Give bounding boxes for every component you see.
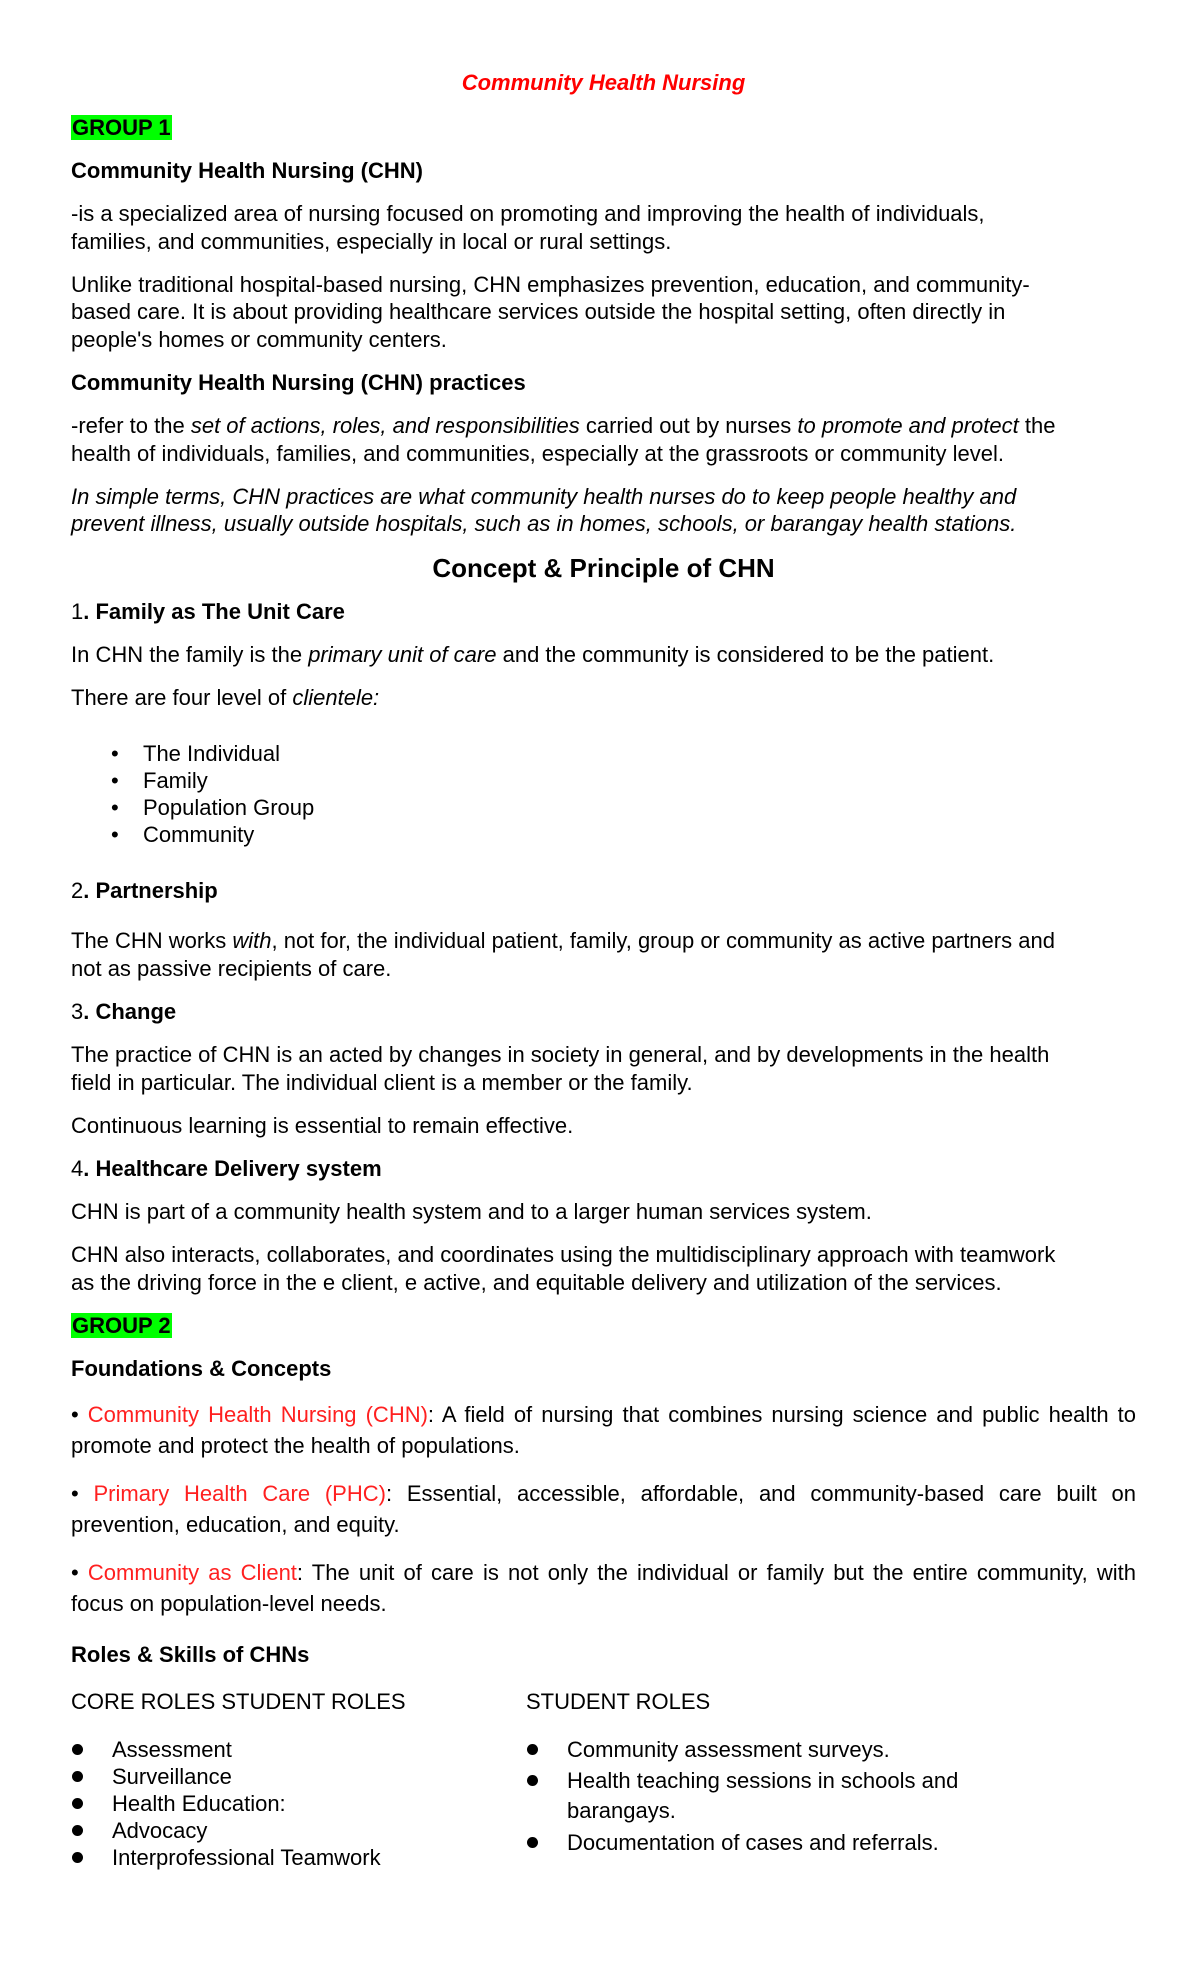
- list-item-text: Family: [143, 768, 208, 793]
- foundation-term: Community Health Nursing (CHN): [87, 1402, 428, 1427]
- bullet-icon: [72, 1744, 83, 1755]
- principle-title: . Healthcare Delivery system: [83, 1156, 382, 1181]
- foundation-term: Community as Client: [87, 1560, 297, 1585]
- unlike-line-3: people's homes or community centers.: [71, 327, 447, 352]
- simple-terms-line-2: prevent illness, usually outside hospitals, such as in homes, schools, or barangay health stations.: [71, 511, 1017, 536]
- text: In CHN the family is the: [71, 642, 309, 667]
- student-role-continuation: [567, 1797, 676, 1824]
- foundation-term: Primary Health Care (PHC): [93, 1481, 386, 1506]
- group1-label-line: [71, 114, 172, 141]
- principle-3-line-1: The practice of CHN is an acted by changes in society in general, and by developments in the health: [71, 1042, 1050, 1067]
- group2-label-line: [71, 1312, 172, 1339]
- document-title: Community Health Nursing: [461, 70, 746, 95]
- principle-4-line-2: CHN also interacts, collaborates, and coordinates using the multidisciplinary approach with teamwork: [71, 1242, 1056, 1267]
- student-role-text: Health teaching sessions in schools and: [567, 1768, 959, 1793]
- text: The CHN works: [71, 928, 233, 953]
- principle-4-line-1: CHN is part of a community health system and to a larger human services system.: [71, 1199, 872, 1224]
- student-role-item: [567, 1767, 958, 1794]
- student-role-item: [567, 1829, 939, 1856]
- emphasis: clientele:: [292, 685, 380, 710]
- foundation-item: [71, 1478, 1136, 1540]
- bullet-icon: •: [111, 768, 119, 793]
- principle-2-line-1: [71, 927, 1055, 954]
- practices-text: -refer to the: [71, 413, 191, 438]
- core-role-item: [112, 1763, 232, 1790]
- foundation-text: : Essential, accessible, affordable, and community-based care built on prevention, education, and equity.: [71, 1481, 1136, 1537]
- bullet-icon: [527, 1837, 538, 1848]
- core-role-text: Interprofessional Teamwork: [112, 1845, 381, 1870]
- student-role-text: Documentation of cases and referrals.: [567, 1830, 939, 1855]
- foundation-item: [71, 1557, 1136, 1619]
- text: and the community is considered to be the patient.: [496, 642, 995, 667]
- student-roles-heading: STUDENT ROLES: [526, 1689, 711, 1714]
- bullet-icon: [527, 1775, 538, 1786]
- list-item: [111, 794, 315, 821]
- principle-4-line-3: as the driving force in the e client, e active, and equitable delivery and utilization of the services.: [71, 1270, 1002, 1295]
- practices-emphasis-2: to promote and protect: [797, 413, 1019, 438]
- core-role-text: Health Education:: [112, 1791, 286, 1816]
- bullet-icon: •: [71, 1481, 79, 1506]
- bullet-icon: •: [71, 1560, 79, 1585]
- bullet-icon: •: [111, 795, 119, 820]
- core-role-item: [112, 1817, 207, 1844]
- list-item-text: Community: [143, 822, 255, 847]
- principle-3-line-3: Continuous learning is essential to remain effective.: [71, 1113, 574, 1138]
- emphasis: with: [232, 928, 272, 953]
- roles-heading: Roles & Skills of CHNs: [71, 1642, 310, 1667]
- list-item-text: The Individual: [143, 741, 280, 766]
- list-item: [111, 821, 255, 848]
- chn-definition-line-1: -is a specialized area of nursing focused on promoting and improving the health of individuals,: [71, 201, 985, 226]
- core-role-item: [112, 1736, 232, 1763]
- bullet-icon: •: [71, 1402, 79, 1427]
- bullet-icon: [72, 1798, 83, 1809]
- list-item-text: Population Group: [143, 795, 315, 820]
- principle-number: 3: [71, 999, 84, 1024]
- practices-text: the: [1018, 413, 1056, 438]
- practices-text: carried out by nurses: [579, 413, 798, 438]
- student-role-text: Community assessment surveys.: [567, 1737, 890, 1762]
- bullet-icon: [527, 1744, 538, 1755]
- principle-number: 2: [71, 878, 84, 903]
- principle-title: . Family as The Unit Care: [83, 599, 345, 624]
- principle-3-heading: [71, 998, 176, 1025]
- foundation-item: [71, 1399, 1136, 1461]
- principle-3-line-2: field in particular. The individual client is a member or the family.: [71, 1070, 693, 1095]
- chn-definition-line-2: families, and communities, especially in local or rural settings.: [71, 229, 672, 254]
- foundations-heading: Foundations & Concepts: [71, 1356, 332, 1381]
- student-role-text: barangays.: [567, 1798, 676, 1823]
- core-roles-heading: CORE ROLES STUDENT ROLES: [71, 1689, 406, 1714]
- core-role-text: Assessment: [112, 1737, 232, 1762]
- bullet-icon: [72, 1852, 83, 1863]
- core-role-text: Advocacy: [112, 1818, 208, 1843]
- unlike-line-1: Unlike traditional hospital-based nursing, CHN emphasizes prevention, education, and community-: [71, 272, 1030, 297]
- bullet-icon: •: [111, 822, 119, 847]
- foundation-text: : The unit of care is not only the individual or family but the entire community, with focus on population-level needs.: [71, 1560, 1136, 1616]
- concept-heading: Concept & Principle of CHN: [432, 553, 775, 583]
- simple-terms-line-1: In simple terms, CHN practices are what community health nurses do to keep people healthy and: [71, 484, 1017, 509]
- principle-2-heading: [71, 877, 218, 904]
- core-role-text: Surveillance: [112, 1764, 232, 1789]
- foundation-text: : A field of nursing that combines nursing science and public health to promote and protect the health of populations.: [71, 1402, 1136, 1458]
- text: , not for, the individual patient, family, group or community as active partners and: [271, 928, 1055, 953]
- principle-title: . Change: [83, 999, 177, 1024]
- student-role-item: [567, 1736, 890, 1763]
- emphasis: primary unit of care: [308, 642, 497, 667]
- group2-label: GROUP 2: [72, 1313, 171, 1338]
- core-role-item: [112, 1790, 286, 1817]
- bullet-icon: [72, 1825, 83, 1836]
- text: There are four level of: [71, 685, 293, 710]
- practices-line-1: [71, 412, 1055, 439]
- core-role-item: [112, 1844, 381, 1871]
- principle-title: . Partnership: [83, 878, 218, 903]
- unlike-line-2: based care. It is about providing healthcare services outside the hospital setting, often directly in: [71, 299, 1006, 324]
- principle-number: 4: [71, 1156, 84, 1181]
- principle-4-heading: [71, 1155, 382, 1182]
- practices-line-2: health of individuals, families, and communities, especially at the grassroots or community level.: [71, 441, 1004, 466]
- list-item: [111, 740, 280, 767]
- clientele-intro: [71, 684, 379, 711]
- bullet-icon: [72, 1771, 83, 1782]
- chn-heading: Community Health Nursing (CHN): [71, 158, 423, 183]
- principle-1-text: [71, 641, 994, 668]
- list-item: [111, 767, 208, 794]
- principle-number: 1: [71, 599, 84, 624]
- principle-2-line-2: not as passive recipients of care.: [71, 956, 392, 981]
- principle-1-heading: [71, 598, 345, 625]
- group1-label: GROUP 1: [72, 115, 171, 140]
- bullet-icon: •: [111, 741, 119, 766]
- practices-emphasis-1: set of actions, roles, and responsibilities: [190, 413, 580, 438]
- practices-heading: Community Health Nursing (CHN) practices: [71, 370, 526, 395]
